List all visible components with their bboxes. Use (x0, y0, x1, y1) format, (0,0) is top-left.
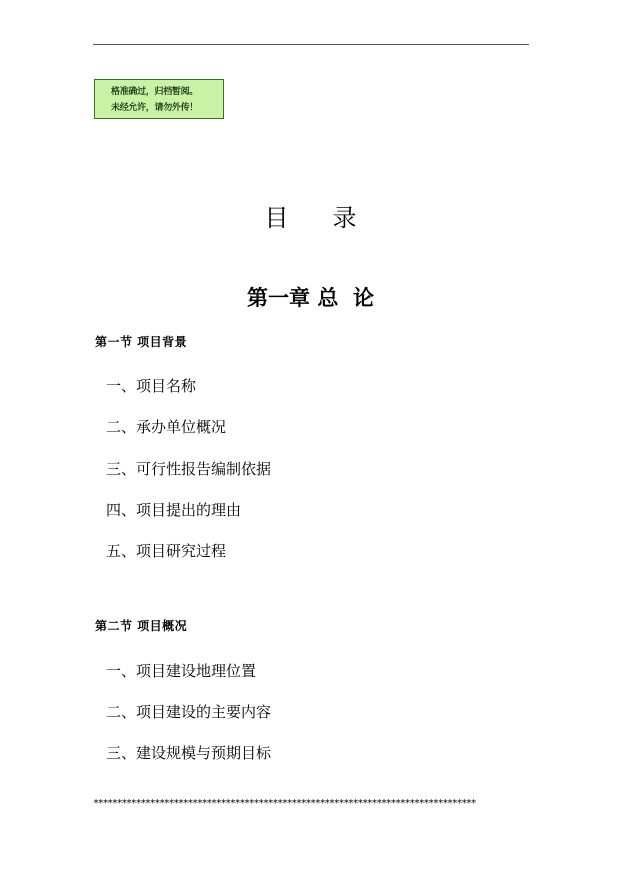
toc-item[interactable]: 二、承办单位概况 (106, 418, 227, 436)
header-rule (93, 44, 529, 45)
toc-title (0, 198, 621, 233)
chapter-heading: 第一章 总 论 (247, 286, 374, 310)
section-heading: 第一节 项目背景 (95, 335, 188, 349)
section-heading: 第二节 项目概况 (95, 619, 188, 633)
toc-item[interactable]: 一、项目名称 (106, 377, 197, 395)
toc-title-right: 录 (332, 204, 357, 232)
toc-item[interactable]: 四、项目提出的理由 (106, 501, 242, 519)
toc-title-left: 目 (264, 204, 289, 232)
toc-item[interactable]: 五、项目研究过程 (106, 542, 227, 560)
stamp-line-1: 格准确过，归档暂阅。 (111, 87, 199, 97)
toc-item[interactable]: 三、可行性报告编制依据 (106, 460, 272, 478)
stamp-line-2: 未经允许，请勿外传！ (111, 103, 199, 113)
toc-item[interactable]: 一、项目建设地理位置 (106, 662, 257, 680)
toc-item[interactable]: 三、建设规模与预期目标 (106, 744, 272, 762)
toc-item[interactable]: 二、项目建设的主要内容 (106, 703, 272, 721)
footer-separator: ********************************************************************************* (93, 798, 476, 809)
watermark-stamp (94, 79, 224, 119)
